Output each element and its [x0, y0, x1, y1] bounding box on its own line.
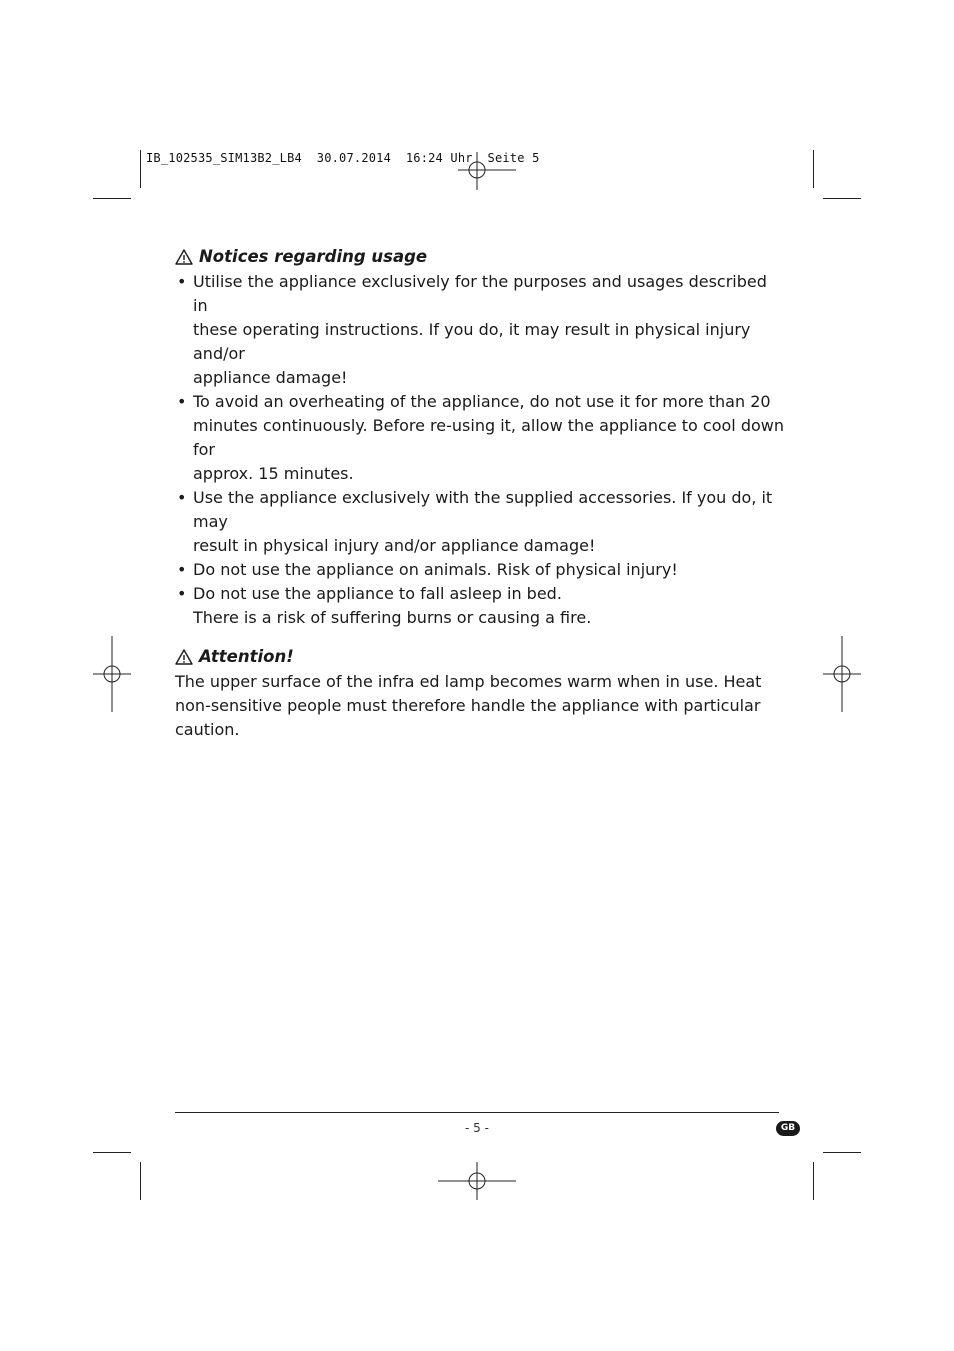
warning-triangle-icon	[175, 649, 193, 665]
text-line: • Use the appliance exclusively with the supplied accessories. If you do, it may	[193, 488, 773, 531]
text-line: minutes continuously. Before re-using it, allow the appliance to cool down for	[193, 416, 784, 459]
registration-mark-icon	[458, 142, 516, 190]
crop-mark	[823, 198, 861, 199]
text-line: • Do not use the appliance on animals. Risk of physical injury!	[193, 560, 678, 579]
text-line: There is a risk of suffering burns or causing a fire.	[193, 608, 592, 627]
text-line: • To avoid an overheating of the appliance, do not use it for more than 20	[193, 392, 771, 411]
text-line: • Utilise the appliance exclusively for the purposes and usages described in	[193, 272, 767, 315]
list-item	[175, 558, 785, 582]
text-line: result in physical injury and/or appliance damage!	[193, 536, 596, 555]
crop-mark	[93, 198, 131, 199]
list-item	[175, 486, 785, 558]
attention-paragraph	[175, 670, 785, 742]
list-item	[175, 390, 785, 486]
footer-divider	[175, 1112, 779, 1113]
section-heading-attention	[175, 644, 785, 670]
language-badge: GB	[776, 1121, 800, 1136]
section-heading-notices	[175, 244, 785, 270]
text-line: • Do not use the appliance to fall asleep in bed.	[193, 584, 562, 603]
registration-mark-icon	[438, 1162, 516, 1200]
crop-mark	[93, 1152, 131, 1153]
crop-mark	[140, 1162, 141, 1200]
print-slug: IB_102535_SIM13B2_LB4 30.07.2014 16:24 Uhr Seite 5	[146, 151, 540, 165]
list-item	[175, 270, 785, 390]
crop-mark	[140, 150, 141, 188]
section-title: Notices regarding usage	[199, 247, 428, 266]
text-line: these operating instructions. If you do, it may result in physical injury and/or	[193, 320, 751, 363]
registration-mark-icon	[93, 636, 131, 712]
text-line: non-sensitive people must therefore handle the appliance with particular caution.	[175, 696, 761, 739]
text-line: The upper surface of the infra ed lamp becomes warm when in use. Heat	[175, 672, 762, 691]
warning-triangle-icon	[175, 249, 193, 265]
text-line: approx. 15 minutes.	[193, 464, 354, 483]
page-number: - 5 -	[465, 1121, 489, 1135]
crop-mark	[813, 150, 814, 188]
page-content	[175, 244, 785, 742]
crop-mark	[813, 1162, 814, 1200]
list-item	[175, 582, 785, 630]
text-line: appliance damage!	[193, 368, 348, 387]
crop-mark	[823, 1152, 861, 1153]
section-title: Attention!	[199, 647, 294, 666]
notices-list	[175, 270, 785, 630]
registration-mark-icon	[823, 636, 861, 712]
